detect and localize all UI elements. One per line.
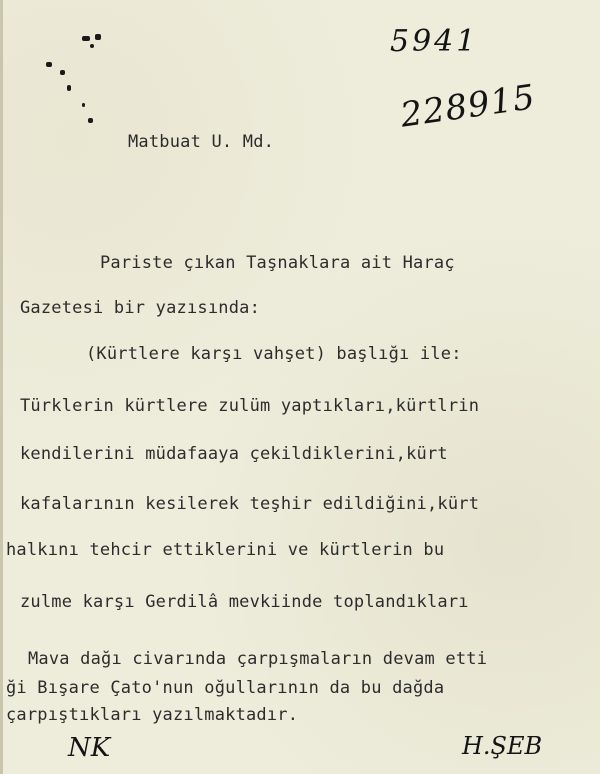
- ink-mark: [82, 103, 85, 107]
- ink-mark: [46, 62, 52, 67]
- addressee: Matbuat U. Md.: [128, 132, 275, 152]
- body-line: kafalarının kesilerek teşhir edildiğini,kürt: [20, 494, 480, 514]
- body-line: Pariste çıkan Taşnaklara ait Haraç: [100, 253, 455, 273]
- body-line: halkını tehcir ettiklerini ve kürtlerin bu: [6, 540, 445, 560]
- ink-mark: [82, 36, 90, 41]
- initials-right: H.ŞEB: [462, 732, 543, 760]
- body-line: Gazetesi bir yazısında:: [20, 298, 261, 318]
- body-line: (Kürtlere karşı vahşet) başlığı ile:: [86, 344, 462, 364]
- ink-mark: [95, 34, 101, 40]
- ink-mark: [60, 70, 65, 75]
- body-line: çarpıştıkları yazılmaktadır.: [6, 705, 299, 725]
- archive-number: 5941: [390, 24, 479, 59]
- ink-mark: [67, 85, 71, 91]
- body-line: ği Bışare Çato'nun oğullarının da bu dağda: [6, 678, 445, 698]
- body-line: Mava dağı civarında çarpışmaların devam etti: [28, 649, 488, 669]
- initials-left: NK: [68, 733, 111, 763]
- ink-mark: [90, 44, 94, 48]
- ink-mark: [88, 118, 93, 123]
- body-line: zulme karşı Gerdilâ mevkiinde toplandıkları: [20, 592, 469, 612]
- body-line: kendilerini müdafaaya çekildiklerini,kürt: [20, 444, 448, 464]
- body-line: Türklerin kürtlere zulüm yaptıkları,kürtlrin: [20, 396, 480, 416]
- file-number: 228915: [398, 77, 539, 136]
- paper-edge: [0, 0, 3, 774]
